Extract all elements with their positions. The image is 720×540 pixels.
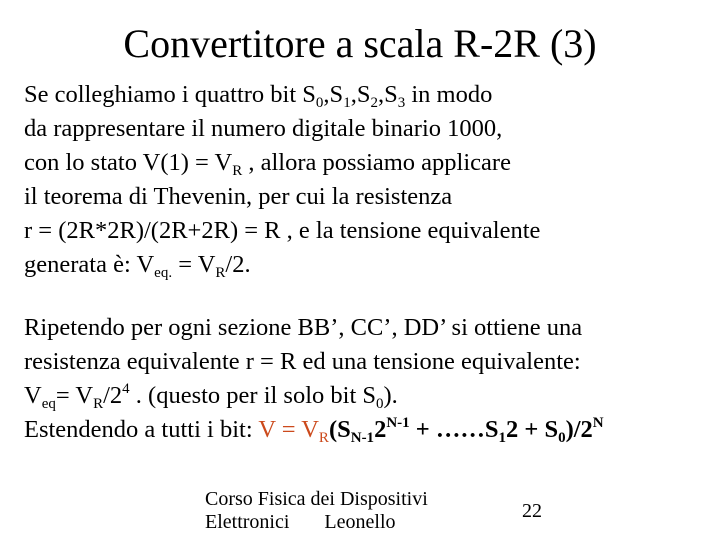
text: (S xyxy=(328,416,351,443)
p2-line-3 xyxy=(24,379,714,413)
text: Se colleghiamo i quattro bit S xyxy=(24,81,316,108)
formula-red xyxy=(258,416,329,446)
formula-eq: = V xyxy=(275,416,319,443)
footer xyxy=(205,488,428,534)
p1-line-2: da rappresentare il numero digitale binario 1000, xyxy=(24,115,503,142)
footer-line-1: Corso Fisica dei Dispositivi xyxy=(205,488,428,510)
subscript: 2 xyxy=(370,95,378,111)
p1-line-3 xyxy=(24,146,714,180)
subscript: N-1 xyxy=(350,430,375,446)
text: 2 + S xyxy=(505,416,559,443)
formula-bold xyxy=(328,415,604,446)
subscript: R xyxy=(215,265,226,281)
p1-line-4: il teorema di Thevenin, per cui la resistenza xyxy=(24,183,453,210)
text: con lo stato V(1) = V xyxy=(24,149,233,176)
subscript: eq xyxy=(41,396,56,412)
subscript: R xyxy=(232,163,243,179)
p1-line-5: r = (2R*2R)/(2R+2R) = R , e la tensione equivalente xyxy=(24,217,541,244)
text: 2 xyxy=(374,416,387,443)
superscript: N-1 xyxy=(386,415,410,431)
text: generata è: V xyxy=(24,251,155,278)
text: ,S xyxy=(377,81,398,108)
subscript: R xyxy=(93,396,104,412)
p1-line-1 xyxy=(24,78,714,112)
slide-title: Convertitore a scala R-2R (3) xyxy=(123,21,597,66)
text: + ……S xyxy=(409,416,499,443)
text: /2 xyxy=(103,382,123,409)
p2-line-4 xyxy=(24,413,714,447)
subscript: R xyxy=(318,430,329,446)
paragraph-2 xyxy=(24,311,714,447)
subscript: 0 xyxy=(315,95,324,111)
text: V xyxy=(24,382,42,409)
text: in modo xyxy=(405,81,493,108)
text: . (questo per il solo bit S xyxy=(129,382,377,409)
text: /2. xyxy=(225,251,251,278)
p1-line-6 xyxy=(24,248,714,282)
text: ). xyxy=(383,382,398,409)
subscript: 1 xyxy=(498,430,506,446)
footer-line-2: Elettronici Leonello xyxy=(205,511,396,533)
page-number: 22 xyxy=(522,500,542,522)
subscript: 0 xyxy=(558,430,566,446)
text: ,S xyxy=(350,81,371,108)
text: Estendendo a tutti i bit: xyxy=(24,416,259,443)
p2-line-2: resistenza equivalente r = R ed una tensione equivalente: xyxy=(24,348,581,375)
paragraph-1 xyxy=(24,78,714,282)
subscript: 0 xyxy=(376,396,384,412)
text: ,S xyxy=(323,81,344,108)
formula-v: V xyxy=(258,416,276,443)
text: = V xyxy=(172,251,216,278)
text: )/2 xyxy=(565,416,593,443)
text: , allora possiamo applicare xyxy=(242,149,511,176)
subscript: 1 xyxy=(343,95,351,111)
subscript: eq. xyxy=(154,265,173,281)
subscript: 3 xyxy=(397,95,406,111)
superscript: N xyxy=(592,415,604,431)
superscript: 4 xyxy=(122,381,130,397)
text: = V xyxy=(55,382,94,409)
p2-line-1: Ripetendo per ogni sezione BB’, CC’, DD’ si ottiene una xyxy=(24,314,583,341)
